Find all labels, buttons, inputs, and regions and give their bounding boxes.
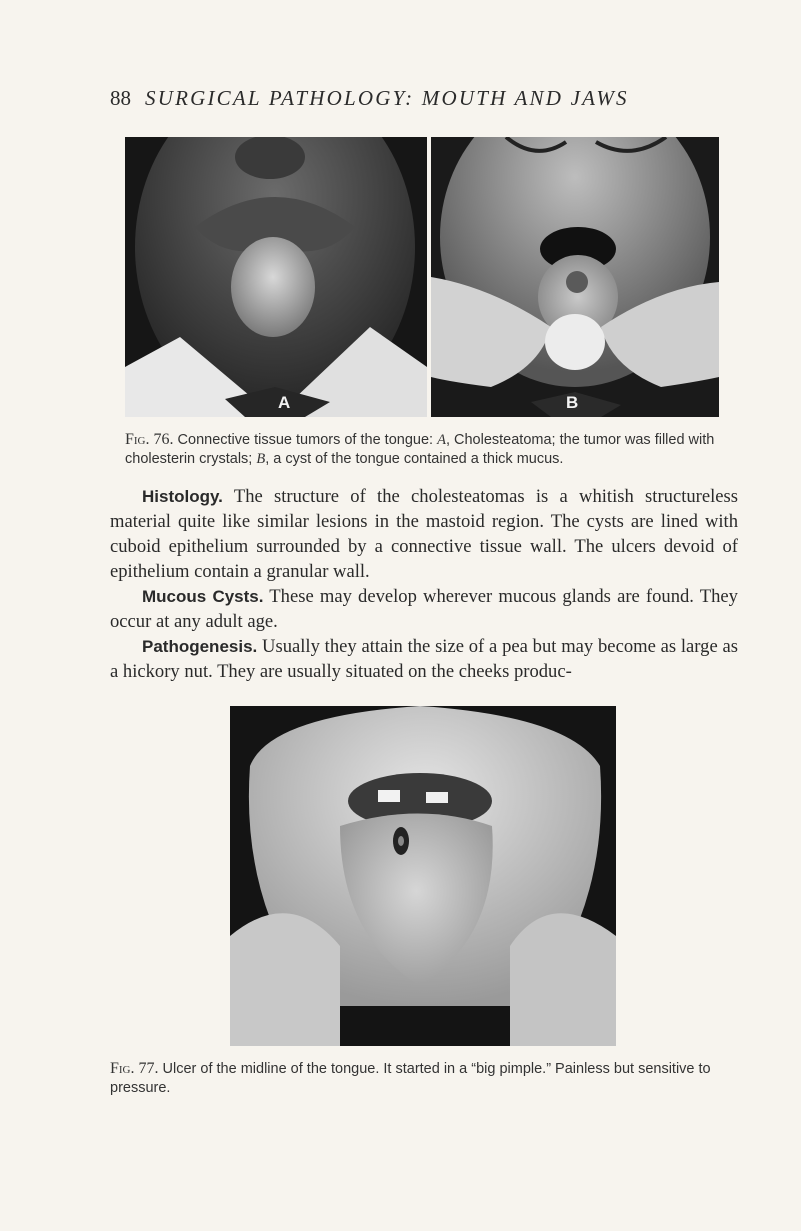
figure-76-caption — [125, 430, 737, 469]
paragraph-histology — [110, 484, 738, 584]
fig-76-a: A — [437, 432, 446, 448]
fig-76-b: B — [256, 451, 266, 467]
text-histology: The structure of the cholesteatomas is a whitish structureless material quite like similar lesions in the mastoid region. The cysts are lined with cuboid epithelium surrounded by a connective tissue wall. The ulcers devoid of epithelium contain a granular wall. — [110, 486, 738, 582]
heading-histology: Histology. — [142, 487, 223, 506]
text-pathogenesis: Usually they attain the size of a pea but may become as large as a hickory nut. They are usually situated on the cheeks produc- — [110, 636, 738, 682]
running-title: SURGICAL PATHOLOGY: MOUTH AND JAWS — [145, 86, 629, 110]
paragraph-pathogenesis — [110, 634, 738, 684]
paragraph-mucous-cysts — [110, 584, 738, 634]
figure-76b-photo — [431, 137, 719, 417]
figure-76a-photo — [125, 137, 427, 417]
fig-77-label: Fig. 77. — [110, 1060, 159, 1077]
page-number: 88 — [110, 86, 131, 110]
heading-mucous-cysts: Mucous Cysts. — [142, 587, 264, 606]
text-mucous-cysts: These may develop wherever mucous glands are found. They occur at any adult age. — [110, 586, 738, 632]
figure-77-photo — [230, 706, 616, 1046]
fig-76-text-3: , a cyst of the tongue contained a thick mucus. — [265, 451, 564, 467]
running-head — [110, 86, 710, 111]
fig-76-label: Fig. 76. — [125, 431, 174, 448]
fig-76-text-2: , Cholesteatoma; the tumor was filled with cholesterin crystals; — [125, 432, 715, 467]
heading-pathogenesis: Pathogenesis. — [142, 637, 258, 656]
fig-76-text-1: Connective tissue tumors of the tongue: — [173, 432, 438, 448]
fig-77-text: Ulcer of the midline of the tongue. It started in a “big pimple.” Painless but sensitive to pressure. — [110, 1061, 711, 1096]
panel-b-label: B — [566, 393, 579, 412]
panel-a-label: A — [278, 393, 291, 412]
figure-77-caption — [110, 1059, 740, 1098]
